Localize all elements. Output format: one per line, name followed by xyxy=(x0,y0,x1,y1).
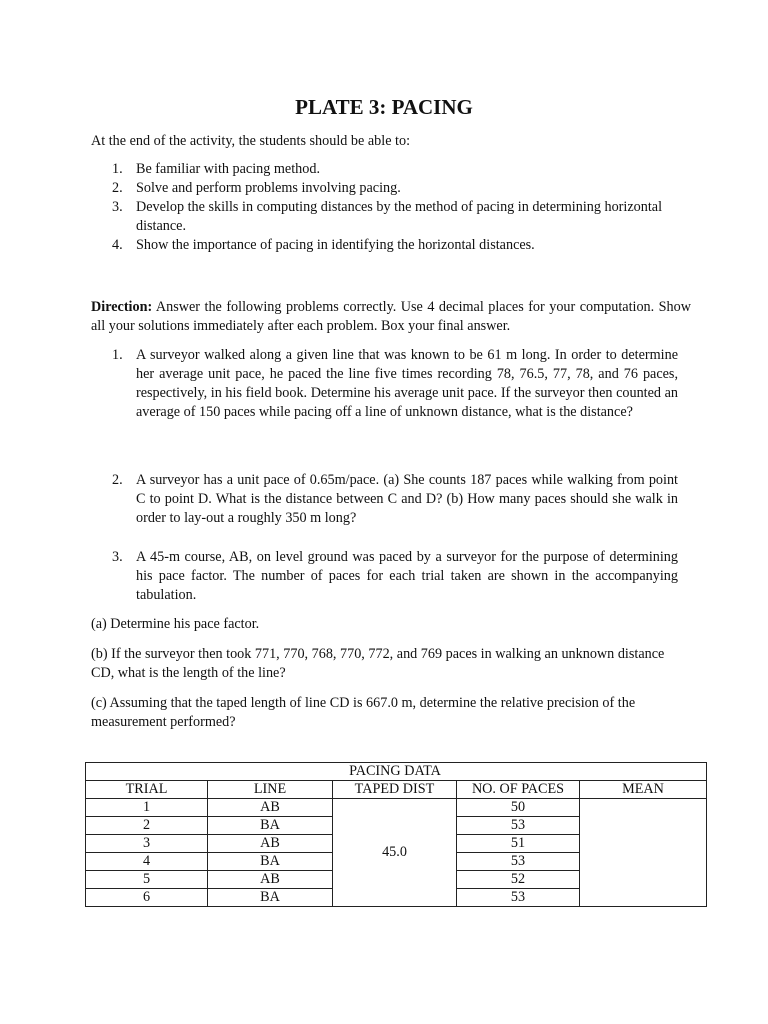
trial-cell: 4 xyxy=(86,853,208,871)
header-taped-dist: TAPED DIST xyxy=(333,781,457,799)
paces-cell: 53 xyxy=(457,817,580,835)
objective-text: Be familiar with pacing method. xyxy=(136,161,320,177)
paces-cell: 53 xyxy=(457,889,580,907)
subpart-b: (b) If the surveyor then took 771, 770, 768, 770, 772, and 769 paces in walking an unknown distance CD, what is the length of the line? xyxy=(91,646,665,681)
caption-text: PACING DATA xyxy=(349,763,441,779)
line-cell: AB xyxy=(208,835,333,853)
objective-item xyxy=(91,198,691,236)
table-caption xyxy=(86,763,707,781)
page-title: PLATE 3: PACING xyxy=(295,95,473,119)
trial-cell: 3 xyxy=(86,835,208,853)
objective-number: 4. xyxy=(112,237,123,253)
intro-text: At the end of the activity, the students should be able to: xyxy=(91,133,411,149)
objective-number: 3. xyxy=(112,199,123,215)
objective-text: Solve and perform problems involving pacing. xyxy=(136,180,401,196)
problem-text: A 45-m course, AB, on level ground was paced by a surveyor for the purpose of determining his pace factor. The number of paces for each trial taken are shown in the accompanying tabulation. xyxy=(136,549,678,603)
line-cell: AB xyxy=(208,871,333,889)
subpart-a: (a) Determine his pace factor. xyxy=(91,616,260,632)
paces-cell: 50 xyxy=(457,799,580,817)
line-cell: BA xyxy=(208,817,333,835)
trial-cell: 5 xyxy=(86,871,208,889)
problem-text: A surveyor walked along a given line that was known to be 61 m long. In order to determine her average unit pace, he paced the line five times recording 78, 76.5, 77, 78, and 76 paces, respectively, in his field book. Determine his average unit pace. If the surveyor then counted an average of 150 paces while pacing off a line of unknown distance, what is the distance? xyxy=(136,347,678,420)
paces-cell: 53 xyxy=(457,853,580,871)
subpart-c: (c) Assuming that the taped length of line CD is 667.0 m, determine the relative precision of the measurement performed? xyxy=(91,695,636,730)
objective-item xyxy=(91,179,691,198)
objective-text: Develop the skills in computing distances by the method of pacing in determining horizontal distance. xyxy=(136,199,663,234)
line-cell: BA xyxy=(208,889,333,907)
table-header-row xyxy=(86,781,707,799)
header-mean: MEAN xyxy=(580,781,707,799)
mean-cell xyxy=(580,799,707,907)
objectives-list xyxy=(91,160,691,255)
trial-cell: 2 xyxy=(86,817,208,835)
paces-cell: 52 xyxy=(457,871,580,889)
pacing-data-table xyxy=(85,762,707,907)
direction-label: Direction: xyxy=(91,299,153,315)
table-row xyxy=(86,799,707,817)
line-cell: BA xyxy=(208,853,333,871)
problem-text: A surveyor has a unit pace of 0.65m/pace. (a) She counts 187 paces while walking from point C to point D. What is the distance between C and D? (b) How many paces should she walk in order to lay-out a roughly 350 m long? xyxy=(136,472,678,526)
line-cell: AB xyxy=(208,799,333,817)
direction-text: Answer the following problems correctly. Use 4 decimal places for your computation. Show all your solutions immediately after each problem. Box your final answer. xyxy=(91,299,691,334)
problem-number: 1. xyxy=(112,347,123,363)
problem-number: 2. xyxy=(112,472,123,488)
header-trial: TRIAL xyxy=(86,781,208,799)
problem-1 xyxy=(91,346,678,422)
paces-cell: 51 xyxy=(457,835,580,853)
problem-3 xyxy=(91,548,678,605)
objective-text: Show the importance of pacing in identifying the horizontal distances. xyxy=(136,237,535,253)
direction-paragraph xyxy=(91,298,691,336)
objective-number: 2. xyxy=(112,180,123,196)
trial-cell: 6 xyxy=(86,889,208,907)
problem-number: 3. xyxy=(112,549,123,565)
header-line: LINE xyxy=(208,781,333,799)
trial-cell: 1 xyxy=(86,799,208,817)
taped-dist-cell: 45.0 xyxy=(333,799,457,907)
objective-item xyxy=(91,236,691,255)
objective-number: 1. xyxy=(112,161,123,177)
objective-item xyxy=(91,160,691,179)
header-no-of-paces: NO. OF PACES xyxy=(457,781,580,799)
problem-2 xyxy=(91,471,678,528)
